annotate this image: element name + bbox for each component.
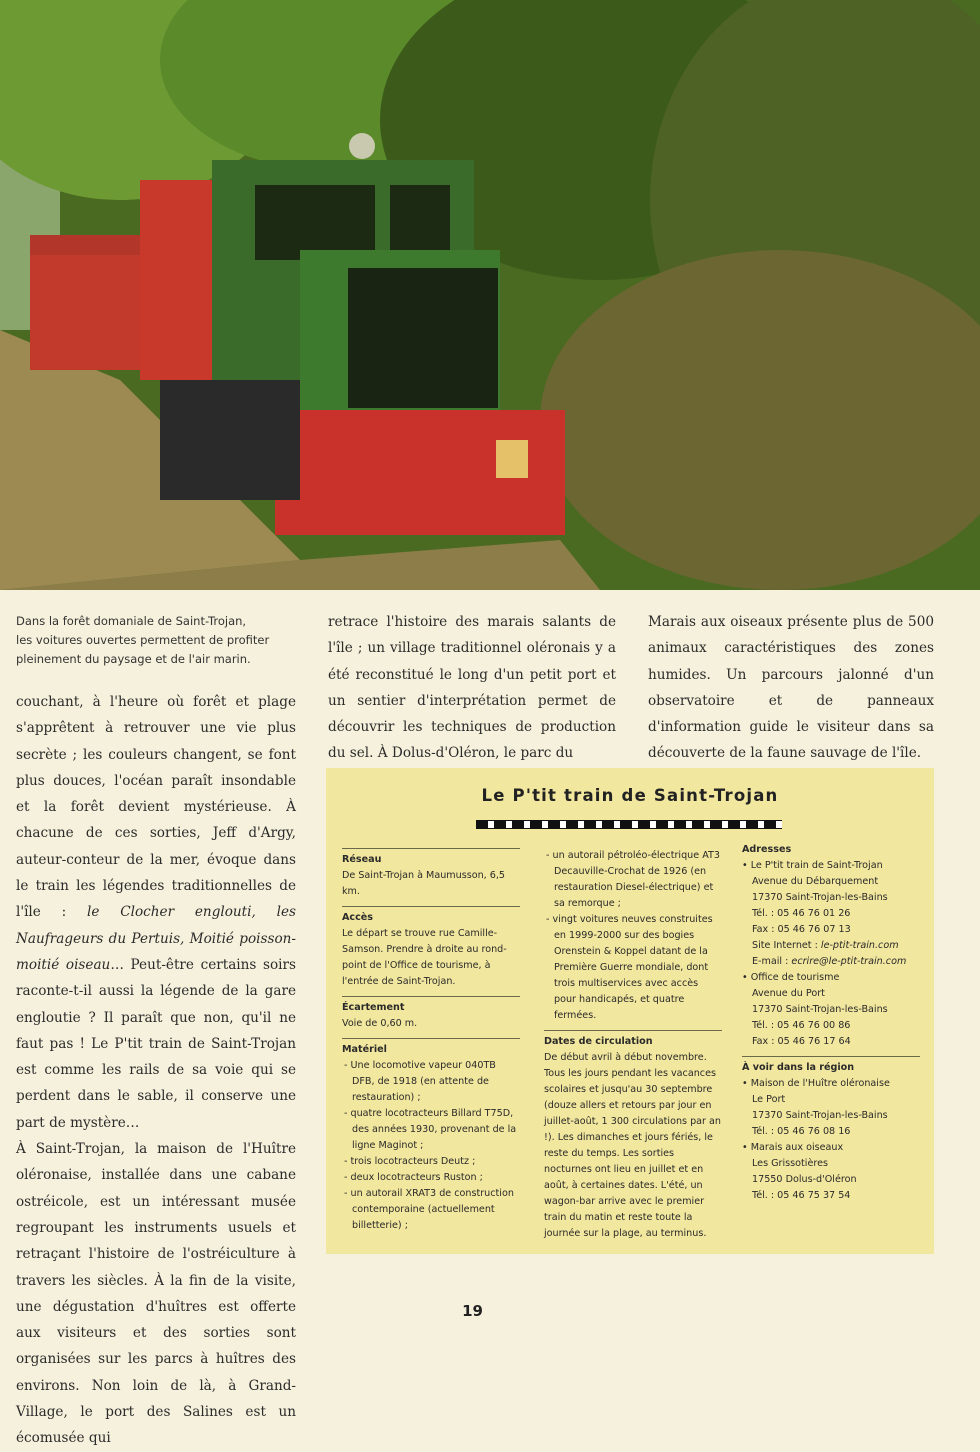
section-title: Écartement [342, 1002, 405, 1013]
caption-line: pleinement du paysage et de l'air marin. [16, 652, 251, 666]
section-voir [742, 1056, 920, 1204]
section-acces [342, 906, 520, 990]
caption-line: Dans la forêt domaniale de Saint-Trojan, [16, 614, 247, 628]
phone: Tél. : 05 46 76 00 86 [752, 1020, 851, 1031]
page-number: 19 [462, 1302, 483, 1320]
address-name: • Office de tourisme [742, 972, 840, 983]
list-item: - un autorail XRAT3 de construction contemporaine (actuellement billetterie) ; [344, 1188, 514, 1231]
website-line [742, 938, 920, 954]
list-item: - vingt voitures neuves construites en 1999-2000 sur des bogies Orenstein & Koppel datant de la Première Guerre mondiale, dont trois multiservices avec accès pour handicapés, et quatre fermées. [546, 914, 713, 1021]
section-title: Adresses [742, 844, 792, 855]
address-line: 17370 Saint-Trojan-les-Bains [752, 1110, 888, 1121]
paragraph: À Saint-Trojan, la maison de l'Huître oléronaise, installée dans une cabane ostréicole, est un intéressant musée regroupant les instruments usuels et retraçant l'histoire de l'ostréiculture à travers les siècles. À la fin de la visite, une dégustation d'huîtres est offerte aux visiteurs et des sorties sont organisées sur les parcs à huîtres des environs. Non loin de là, à Grand-Village, le port des Salines est un écomusée qui [16, 1141, 296, 1447]
legends-titles: le Clocher englouti, les Naufrageurs du Pertuis, Moitié poisson-moitié oiseau [16, 904, 296, 973]
article-column-2 [328, 609, 616, 767]
caption-line: les voitures ouvertes permettent de profiter [16, 633, 270, 647]
section-ecartement [342, 996, 520, 1032]
address-line: Avenue du Débarquement [752, 876, 879, 887]
section-materiel [342, 1038, 520, 1234]
rail-track-divider [476, 820, 782, 829]
list-item: - un autorail pétroléo-électrique AT3 Decauville-Crochat de 1926 (en restauration Diesel-électrique) et sa remorque ; [546, 850, 720, 909]
website-link[interactable]: le-ptit-train.com [820, 940, 899, 951]
address-line: 17550 Dolus-d'Oléron [752, 1174, 857, 1185]
section-text: Voie de 0,60 m. [342, 1018, 418, 1029]
info-box [326, 768, 934, 1254]
section-title: Dates de circulation [544, 1036, 653, 1047]
email-label: E-mail : [752, 956, 792, 967]
section-text: De début avril à début novembre. Tous les jours pendant les vacances scolaires et jusqu'au 30 septembre (douze allers et retours par jour en juillet-août, 1 300 circulations par an !). Les dimanches et jours fériés, le reste du temps. Les sorties nocturnes ont lieu en juillet et en août, à certaines dates. L'été, un wagon-bar arrive avec le premier train du matin et reste toute la journée sur la plage, au terminus. [544, 1052, 721, 1239]
info-column-2 [544, 848, 722, 1248]
address-line: Le Port [752, 1094, 786, 1105]
address-line: 17370 Saint-Trojan-les-Bains [752, 892, 888, 903]
phone: Tél. : 05 46 75 37 54 [752, 1190, 851, 1201]
section-adresses [742, 842, 920, 1050]
phone: Tél. : 05 46 76 01 26 [752, 908, 851, 919]
text-run: couchant, à l'heure où forêt et plage s'apprêtent à retrouver une vie plus secrète ; les couleurs changent, se font plus douces, l'océan paraît insondable et la forêt devient mystérieuse. À chacune de ces sorties, Jeff d'Argy, auteur-conteur de la mer, évoque dans le train les légendes traditionnelles de l'île : [16, 694, 296, 921]
address-name: • Maison de l'Huître oléronaise [742, 1078, 890, 1089]
list-item: - Une locomotive vapeur 040TB DFB, de 1918 (en attente de restauration) ; [344, 1060, 496, 1103]
list-item: - quatre locotracteurs Billard T75D, des années 1930, provenant de la ligne Maginot ; [344, 1108, 517, 1151]
info-column-3 [742, 842, 920, 1210]
section-title: Réseau [342, 854, 382, 865]
paragraph: Marais aux oiseaux présente plus de 500 animaux caractéristiques des zones humides. Un parcours jalonné d'un observatoire et de panneaux d'information guide le visiteur dans sa découverte de la faune sauvage de l'île. [648, 614, 934, 762]
materiel-continued [544, 848, 722, 1024]
section-title: Matériel [342, 1044, 387, 1055]
address-line: 17370 Saint-Trojan-les-Bains [752, 1004, 888, 1015]
photo-caption [16, 612, 286, 669]
address-line: Avenue du Port [752, 988, 825, 999]
website-label: Site Internet : [752, 940, 821, 951]
section-title: À voir dans la région [742, 1062, 855, 1073]
fax: Fax : 05 46 76 07 13 [752, 924, 851, 935]
address-name: • Le P'tit train de Saint-Trojan [742, 860, 883, 871]
list-item: - deux locotracteurs Ruston ; [344, 1172, 483, 1183]
article-column-1 [16, 689, 296, 1452]
section-text: Le départ se trouve rue Camille-Samson. Prendre à droite au rond-point de l'Office de tourisme, à l'entrée de Saint-Trojan. [342, 928, 507, 987]
phone: Tél. : 05 46 76 08 16 [752, 1126, 851, 1137]
info-box-title: Le P'tit train de Saint-Trojan [481, 786, 779, 805]
section-reseau [342, 848, 520, 900]
email-link[interactable]: ecrire@le-ptit-train.com [791, 956, 907, 967]
email-line [742, 954, 920, 970]
train-illustration [0, 0, 980, 590]
article-column-3 [648, 609, 934, 767]
address-line: Les Grissotières [752, 1158, 829, 1169]
address-name: • Marais aux oiseaux [742, 1142, 844, 1153]
text-run: … Peut-être certains soirs raconte-t-il aussi la légende de la gare engloutie ? Il paraît que non, qu'il ne faut pas ! Le P'tit train de Saint-Trojan est comme les rails de sa voie qui se perdent dans le sable, il conserve une part de mystère… [16, 956, 296, 1131]
section-title: Accès [342, 912, 374, 923]
list-item: - trois locotracteurs Deutz ; [344, 1156, 476, 1167]
info-column-1 [342, 848, 520, 1240]
section-text: De Saint-Trojan à Maumusson, 6,5 km. [342, 870, 506, 897]
fax: Fax : 05 46 76 17 64 [752, 1036, 851, 1047]
paragraph [16, 689, 296, 1136]
paragraph: retrace l'histoire des marais salants de l'île ; un village traditionnel oléronais y a été reconstitué le long d'un petit port et un sentier d'interprétation permet de découvrir les techniques de production du sel. À Dolus-d'Oléron, le parc du [328, 614, 616, 762]
section-dates [544, 1030, 722, 1242]
train-photo [0, 0, 980, 590]
